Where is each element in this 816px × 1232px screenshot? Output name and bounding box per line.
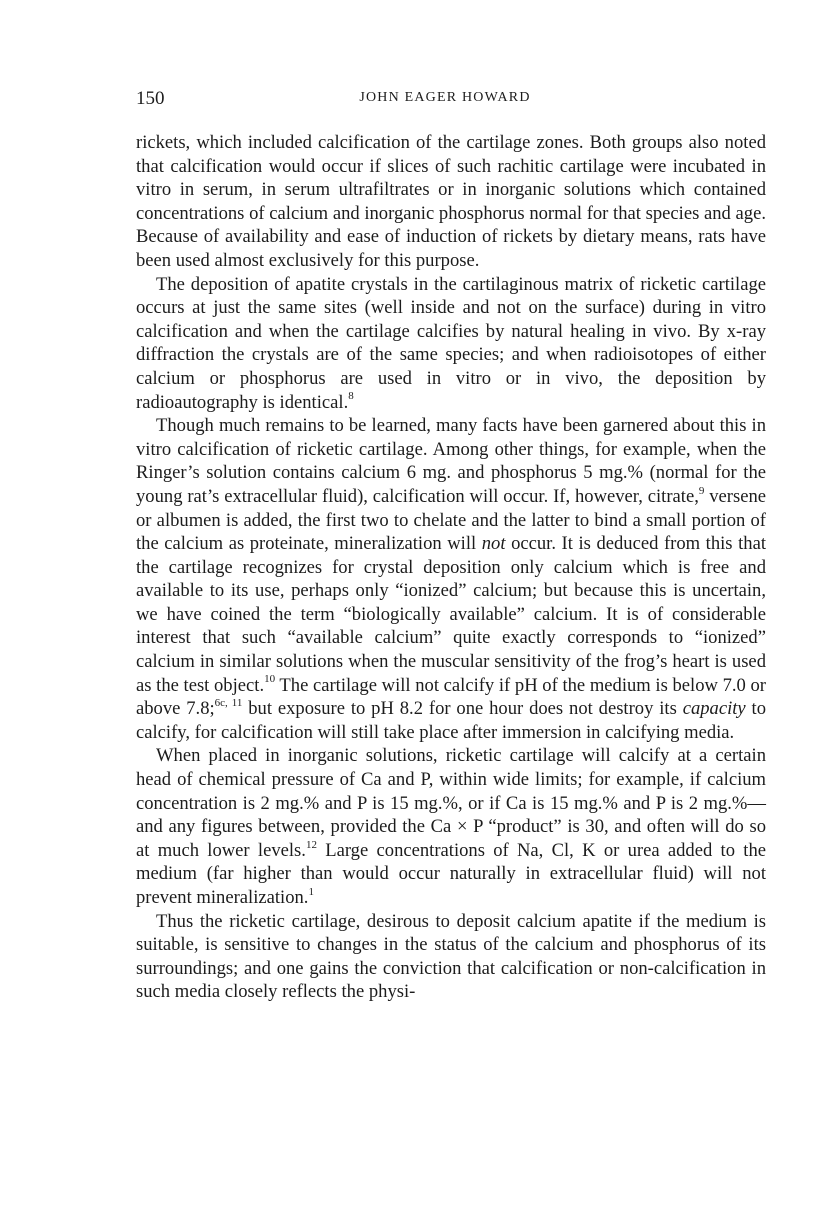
page-number: 150 bbox=[136, 88, 165, 109]
paragraph: Though much remains to be learned, many facts have been garnered about this in vitro calcification of ricketic cartilage. Among other things, for example, when the Ringer’s solution contains calcium 6 mg. and phosphorus 5 mg.% (normal for the young rat’s extracellular fluid), calcification will occur. If, however, citrate,$^9$ versene or albumen is added, the first two to chelate and the latter to bind a small portion of the calcium as proteinate, mineralization will not occur. It is deduced from this that the cartilage recognizes for crystal deposition only calcium which is free and available to its use, perhaps only “ionized” calcium; but because this is uncertain, we have coined the term “biologically available” calcium. It is of considerable interest that such “available calcium” quite exactly corresponds to “ionized” calcium in similar solutions when the muscular sensitivity of the frog’s heart is used as the test object.$^{10}$ The cartilage will not calcify if pH of the medium is below 7.0 or above 7.8;$^{6c, 11}$ but exposure to pH 8.2 for one hour does not destroy its capacity to calcify, for calcification will still take place after immersion in calcifying media. bbox=[136, 415, 766, 743]
reference-marker: 9 bbox=[698, 484, 705, 497]
page-header bbox=[136, 88, 766, 116]
reference-marker: 1 bbox=[308, 885, 314, 898]
emphasis: capacity bbox=[682, 698, 746, 720]
reference-marker: 10 bbox=[264, 673, 276, 686]
emphasis: not bbox=[481, 533, 506, 555]
article-body bbox=[136, 131, 766, 1004]
reference-marker: 12 bbox=[305, 838, 317, 851]
reference-marker: 8 bbox=[348, 390, 354, 403]
paragraph: rickets, which included calcification of the cartilage zones. Both groups also noted that calcification would occur if slices of such rachitic cartilage were incubated in vitro in serum, in serum ultrafiltrates or in inorganic solutions which contained concentrations of calcium and inorganic phosphorus normal for that species and age. Because of availability and ease of induction of rickets by dietary means, rats have been used almost exclusively for this purpose. bbox=[136, 132, 766, 271]
paragraph: Thus the ricketic cartilage, desirous to deposit calcium apatite if the medium is suitable, is sensitive to changes in the status of the calcium and phosphorus of its surroundings; and one gains the conviction that calcification or non-calcification in such media closely reflects the physi- bbox=[136, 910, 766, 1003]
reference-marker: 6c, 11 bbox=[214, 697, 243, 710]
page bbox=[136, 88, 766, 1004]
paragraph: The deposition of apatite crystals in the cartilaginous matrix of ricketic cartilage occurs at just the same sites (well inside and not on the surface) during in vitro calcification and when the cartilage calcifies by natural healing in vivo. By x-ray diffraction the crystals are of the same species; and when radioisotopes of either calcium or phosphorus are used in vitro or in vivo, the deposition by radioautography is identical.$^8$ bbox=[136, 273, 766, 413]
running-head: JOHN EAGER HOWARD bbox=[359, 90, 531, 105]
paragraph: When placed in inorganic solutions, ricketic cartilage will calcify at a certain head of chemical pressure of Ca and P, within wide limits; for example, if calcium concentration is 2 mg.% and P is 15 mg.%, or if Ca is 15 mg.% and P is 2 mg.%—and any figures between, provided the Ca × P “product” is 30, and often will do so at much lower levels.$^{12}$ Large concentrations of Na, Cl, K or urea added to the medium (far higher than would occur naturally in extracellular fluid) will not prevent mineralization.$^1$ bbox=[136, 745, 767, 908]
